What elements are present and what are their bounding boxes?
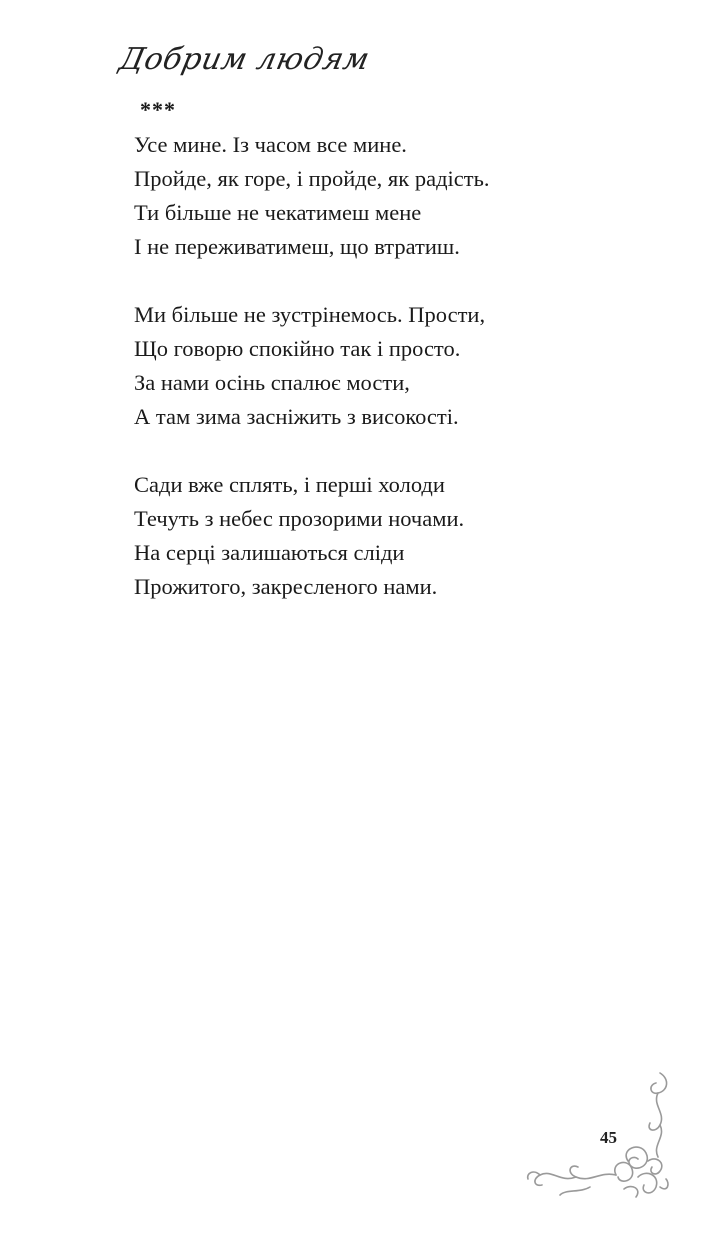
stanza-2 [134,298,489,434]
poem-line: Пройде, як горе, і пройде, як радість. [134,166,490,191]
running-head: Добрим людям [116,42,373,77]
poem-line: Усе мине. Із часом все мине. [134,132,407,157]
poem-line: За нами осінь спалює мости, [134,370,410,395]
poem-line: Ти більше не чекатимеш мене [134,200,422,225]
poem-line: Течуть з небес прозорими ночами. [134,506,465,531]
poem-line: Що говорю спокійно так і просто. [134,336,461,361]
stanza-1 [134,128,489,264]
poem-line: І не переживатимеш, що втратиш. [134,234,460,259]
poem-line: А там зима засніжить з високості. [134,404,459,429]
page-number: 45 [600,1128,617,1147]
poem [134,128,489,638]
poem-line: Ми більше не зустрінемось. Прости, [134,302,486,327]
poem-line: На серці залишаються сліди [134,540,405,565]
poem-line: Прожитого, закресленого нами. [134,574,438,599]
stanza-3 [134,468,489,604]
poem-line: Сади вже сплять, і перші холоди [134,472,445,497]
section-marker: *** [140,97,176,122]
